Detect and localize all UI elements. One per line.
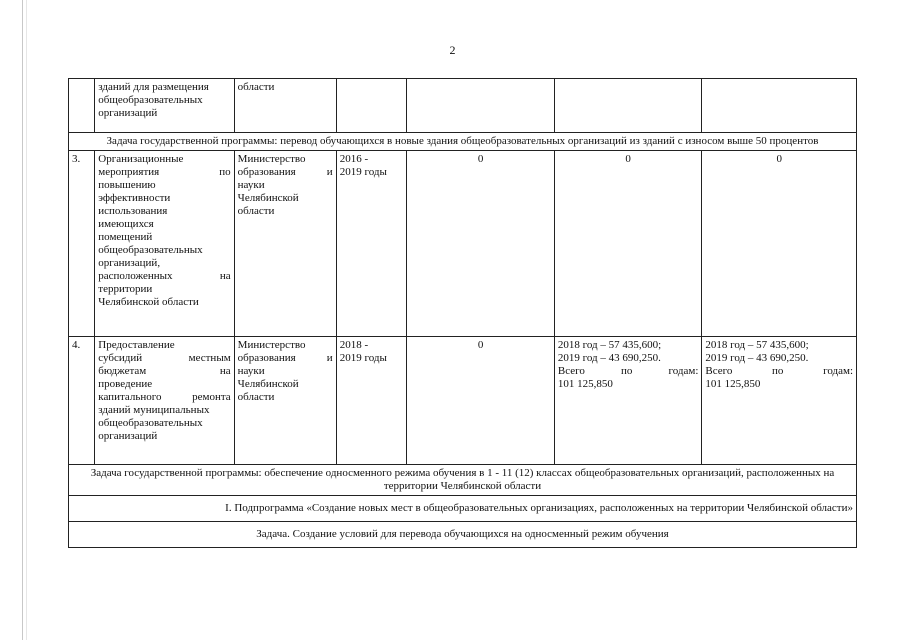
table-row-3 (69, 151, 857, 337)
period-line: 2019 годы (339, 166, 387, 178)
row-number: 4. (69, 337, 95, 465)
cell-name (95, 151, 234, 337)
executor-line: Министерство (237, 339, 306, 351)
value-line: 101 125,850 (705, 378, 761, 390)
name-line: мероприятия по (98, 166, 231, 178)
cell-name (95, 79, 234, 133)
table-row-task (69, 522, 857, 548)
executor-line: Министерство (237, 153, 306, 165)
name-line: территории (98, 283, 153, 295)
scan-edge-line (22, 0, 23, 640)
task-heading-1: Задача государственной программы: перевод обучающихся в новые здания общеобразовательных организаций из зданий с износом выше 50 процентов (69, 133, 857, 151)
cell-value (554, 337, 701, 465)
name-line: расположенных на (98, 270, 231, 282)
name-line: зданий для размещения (98, 81, 209, 93)
name-line: имеющихся (98, 218, 154, 230)
name-line: капитального ремонта (98, 391, 231, 403)
name-line: помещений (98, 231, 153, 243)
executor-line: науки (237, 179, 265, 191)
name-line: организаций, (98, 257, 161, 269)
task-heading-2: Задача государственной программы: обеспечение односменного режима обучения в 1 - 11 (12) классах общеобразовательных организаций, расположенных на территории Челябинской области (69, 465, 857, 496)
value-line: Всего по годам: (557, 365, 699, 377)
period-line: 2016 - (339, 153, 369, 165)
row-number: 3. (69, 151, 95, 337)
executor-line: образования и (237, 352, 333, 364)
cell-executor: области (234, 79, 336, 133)
scan-edge-line-faint (26, 0, 27, 640)
cell-value (702, 79, 857, 133)
cell-executor (234, 151, 336, 337)
executor-line: области (237, 391, 275, 403)
cell-num (69, 79, 95, 133)
name-line: Челябинской области (98, 296, 199, 308)
executor-line: Челябинской (237, 192, 299, 204)
name-line: субсидий местным (98, 352, 231, 364)
cell-value: 0 (554, 151, 701, 337)
name-line: организаций (98, 430, 158, 442)
executor-line: науки (237, 365, 265, 377)
value-line: 2019 год – 43 690,250. (557, 352, 661, 364)
program-table (68, 78, 857, 548)
name-line: проведение (98, 378, 153, 390)
cell-executor (234, 337, 336, 465)
page-number: 2 (449, 43, 456, 57)
executor-line: Челябинской (237, 378, 299, 390)
cell-period (336, 79, 407, 133)
name-line: общеобразовательных (98, 244, 203, 256)
executor-line: образования и (237, 166, 333, 178)
cell-value (702, 337, 857, 465)
name-line: организаций (98, 107, 158, 119)
name-line: общеобразовательных (98, 94, 203, 106)
cell-value (554, 79, 701, 133)
cell-value: 0 (407, 337, 554, 465)
executor-line: области (237, 205, 275, 217)
cell-period (336, 151, 407, 337)
value-line: 2018 год – 57 435,600; (557, 339, 662, 351)
value-line: 2019 год – 43 690,250. (705, 352, 809, 364)
period-line: 2019 годы (339, 352, 387, 364)
subprogram-heading: I. Подпрограмма «Создание новых мест в общеобразовательных организациях, расположенных на территории Челябинской области» (69, 496, 857, 522)
table-row-task (69, 465, 857, 496)
value-line: 101 125,850 (557, 378, 613, 390)
value-line: Всего по годам: (705, 365, 853, 377)
name-line: использования (98, 205, 168, 217)
name-line: зданий муниципальных (98, 404, 210, 416)
period-line: 2018 - (339, 339, 369, 351)
table-row-subprogram (69, 496, 857, 522)
name-line: эффективности (98, 192, 171, 204)
table-row-4 (69, 337, 857, 465)
cell-period (336, 337, 407, 465)
value-line: 2018 год – 57 435,600; (705, 339, 809, 351)
table-row-continuation (69, 79, 857, 133)
name-line: повышению (98, 179, 156, 191)
cell-value: 0 (702, 151, 857, 337)
name-line: Организационные (98, 153, 184, 165)
name-line: бюджетам на (98, 365, 231, 377)
cell-value (407, 79, 554, 133)
name-line: Предоставление (98, 339, 175, 351)
task-heading-3: Задача. Создание условий для перевода обучающихся на односменный режим обучения (69, 522, 857, 548)
table-row-task (69, 133, 857, 151)
name-line: общеобразовательных (98, 417, 203, 429)
cell-name (95, 337, 234, 465)
cell-value: 0 (407, 151, 554, 337)
